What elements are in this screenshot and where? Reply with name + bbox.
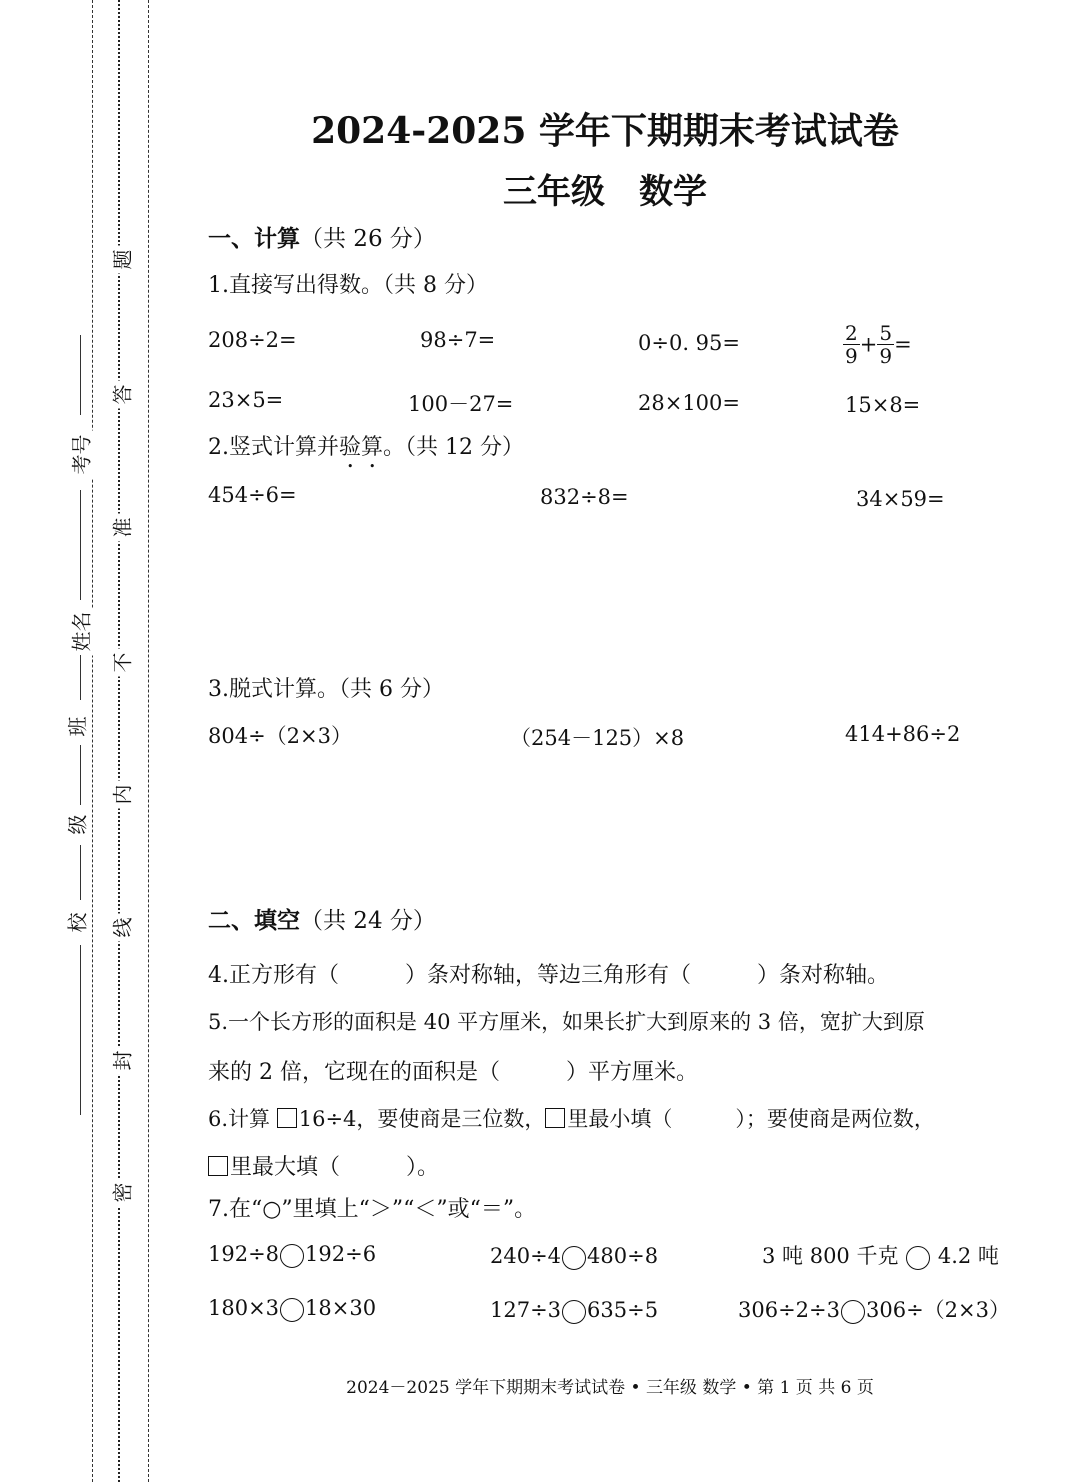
exam-subtitle: 三年级 数学 [503,172,707,212]
q2-label [208,430,524,473]
q6-prefix: 6.计算 [208,1107,277,1131]
grade-label: 级 [62,811,91,839]
q2-label-post: 。（共 12 分） [383,435,524,460]
q1-fraction-sum [843,322,912,367]
q5-text-line2: 来的 2 倍，它现在的面积是（ ）平方厘米。 [208,1060,698,1085]
margin-label-feng: 封 [107,1047,136,1075]
compare-right: 4.2 吨 [931,1244,999,1268]
exam-number-field-line[interactable] [80,335,81,415]
q1-item: 0÷0. 95= [638,331,740,355]
compare-circle-icon[interactable] [280,1298,304,1322]
fraction-b: $\frac{5}{9}$ [879,321,893,368]
q6-text-line2 [208,1150,439,1181]
q2-item: 832÷8= [540,485,629,509]
compare-item [762,1240,999,1270]
q3-item: 414+86÷2 [845,722,961,746]
compare-right: 18×30 [305,1296,377,1320]
compare-circle-icon[interactable] [562,1246,586,1270]
margin-cut-line-inner [148,0,149,1482]
compare-right: 480÷8 [587,1244,659,1268]
compare-left: 306÷2÷3 [738,1298,840,1322]
section1-title: 一、计算 [208,225,300,252]
compare-item [208,1242,376,1268]
class-field-line[interactable] [80,655,81,700]
blank-box-icon [545,1108,565,1128]
exam-title: 2024-2025 学年下期期末考试试卷 [311,110,899,152]
q2-item: 454÷6= [208,483,297,507]
compare-item [208,1296,376,1322]
compare-item [738,1294,1010,1324]
margin-label-da: 答 [107,381,136,409]
q3-item: 804÷（2×3） [208,724,352,748]
q2-label-pre: 2.竖式计算并 [208,435,339,460]
section2-title: 二、填空 [208,907,300,934]
compare-circle-icon[interactable] [906,1246,930,1270]
page-footer: 2024－2025 学年下期期末考试试卷 • 三年级 数学 • 第 1 页 共 6 页 [346,1378,874,1398]
exam-number-label: 考号 [66,431,95,479]
compare-left: 180×3 [208,1296,280,1320]
margin-label-ti: 题 [107,246,136,274]
margin-cut-line-outer [92,0,93,1482]
q1-item: 28×100= [638,391,740,415]
q2-label-emphasis: 验算 [339,435,384,460]
blank-box-icon [277,1108,297,1128]
compare-left: 192÷8 [208,1242,280,1266]
school-field-line-long[interactable] [80,945,81,1115]
fraction-eq: = [894,332,912,357]
section2-points: （共 24 分） [300,908,436,934]
q1-item: 208÷2= [208,328,297,352]
q5-text-line1: 5.一个长方形的面积是 40 平方厘米，如果长扩大到原来的 3 倍，宽扩大到原 [208,1010,925,1034]
blank-box-icon [208,1156,228,1176]
q1-label: 1.直接写出得数。（共 8 分） [208,273,488,298]
margin-label-nei: 内 [107,781,136,809]
name-label: 姓名 [66,608,95,656]
name-field-line[interactable] [80,490,81,600]
q2-item: 34×59= [856,487,945,511]
q6-text-line1 [208,1103,935,1133]
q6-line1b: 里最小填（ ）；要使商是两位数， [567,1107,935,1131]
fraction-op: + [859,332,878,357]
school-field-line[interactable] [80,845,81,900]
q7-text: 7.在“○”里填上“＞”“＜”或“＝”。 [208,1197,537,1222]
school-label: 校 [62,909,91,937]
compare-right: 192÷6 [305,1242,377,1266]
compare-circle-icon[interactable] [280,1244,304,1268]
margin-seal-line [118,0,120,1482]
compare-item [490,1244,658,1270]
compare-left: 127÷3 [490,1298,562,1322]
compare-right: 306÷（2×3） [866,1298,1010,1322]
section1-points: （共 26 分） [300,226,436,252]
q1-item: 100－27= [408,392,514,416]
section1-heading [208,220,436,253]
fraction-a: $\frac{2}{9}$ [845,321,858,368]
compare-item [490,1298,658,1324]
compare-circle-icon[interactable] [562,1300,586,1324]
q3-label: 3.脱式计算。（共 6 分） [208,677,444,702]
compare-right: 635÷5 [587,1298,659,1322]
q1-item: 98÷7= [420,328,496,352]
q6-line2: 里最大填（ ）。 [230,1155,440,1180]
q6-line1: 16÷4，要使商是三位数， [298,1107,546,1131]
q1-item: 23×5= [208,388,284,412]
grade-field-line[interactable] [80,745,81,805]
margin-label-xian: 线 [107,914,136,942]
q4-text: 4.正方形有（ ）条对称轴，等边三角形有（ ）条对称轴。 [208,963,889,988]
margin-label-bu: 不 [107,649,136,677]
section2-heading [208,902,436,935]
margin-label-mi: 密 [107,1179,136,1207]
class-label: 班 [62,713,91,741]
q3-item: （254－125）×8 [510,726,685,750]
compare-circle-icon[interactable] [841,1300,865,1324]
compare-left: 3 吨 800 千克 [762,1244,906,1268]
compare-left: 240÷4 [490,1244,562,1268]
margin-label-zhun: 准 [107,514,136,542]
q1-item: 15×8= [845,393,921,417]
